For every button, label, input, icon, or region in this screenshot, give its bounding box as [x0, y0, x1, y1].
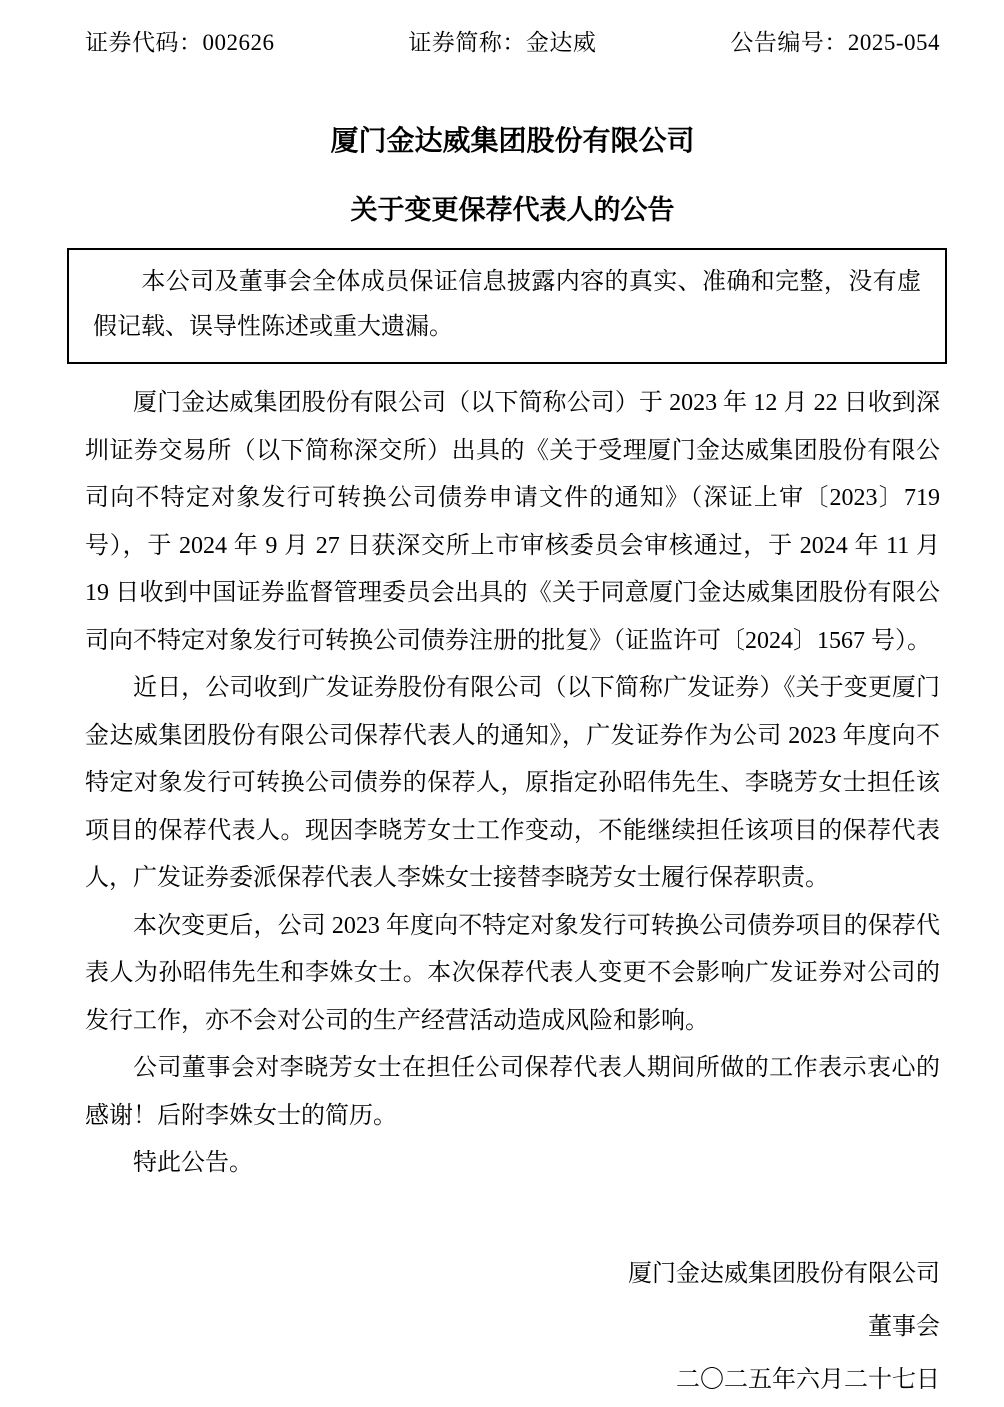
title-block [85, 126, 940, 225]
paragraph-representative-change-notice: 近日，公司收到广发证券股份有限公司（以下简称广发证券）《关于变更厦门金达威集团股份有限公司保荐代表人的通知》，广发证券作为公司 2023 年度向不特定对象发行可转换公司债券的保荐人，原指定孙昭伟先生、李晓芳女士担任该项目的保荐代表人。现因李晓芳女士工作变动，不能继续担任该项目的保荐代表人，广发证券委派保荐代表人李姝女士接替李晓芳女士履行保荐职责。 [85, 675, 940, 891]
signature-company: 厦门金达威集团股份有限公司 [628, 1260, 940, 1287]
disclaimer-text: 本公司及董事会全体成员保证信息披露内容的真实、准确和完整，没有虚假记载、误导性陈述或重大遗漏。 [93, 269, 921, 340]
stock-code-label: 证券代码： [85, 30, 203, 55]
paragraph-closing: 特此公告。 [133, 1150, 253, 1176]
announcement-number [730, 28, 940, 58]
paragraph-after-change: 本次变更后，公司 2023 年度向不特定对象发行可转换公司债券项目的保荐代表人为孙昭伟先生和李姝女士。本次保荐代表人变更不会影响广发证券对公司的发行工作，亦不会对公司的生产经营活动造成风险和影响。 [85, 912, 940, 1034]
document-body [85, 380, 940, 1188]
stock-code-value: 002626 [202, 30, 275, 55]
paragraph-acceptance-and-approval: 厦门金达威集团股份有限公司（以下简称公司）于 2023 年 12 月 22 日收到深圳证券交易所（以下简称深交所）出具的《关于受理厦门金达威集团股份有限公司向不特定对象发行可转换公司债券申请文件的通知》（深证上审〔2023〕719 号），于 2024 年 9 月 27 日获深交所上市审核委员会审核通过，于 2024 年 11 月 19 日收到中国证券监督管理委员会出具的《关于同意厦门金达威集团股份有限公司向不特定对象发行可转换公司债券注册的批复》（证监许可〔2024〕1567 号）。 [85, 390, 940, 654]
stock-name-value: 金达威 [525, 30, 597, 55]
stock-code [85, 28, 275, 58]
signature-board: 董事会 [868, 1313, 940, 1340]
announcement-number-label: 公告编号： [730, 30, 848, 55]
stock-name [408, 28, 596, 58]
document-header [85, 28, 940, 58]
company-title: 厦门金达威集团股份有限公司 [330, 126, 695, 157]
announcement-title: 关于变更保荐代表人的公告 [350, 195, 675, 225]
announcement-number-value: 2025-054 [847, 30, 940, 55]
signature-block [85, 1248, 940, 1407]
signature-date: 二〇二五年六月二十七日 [676, 1366, 940, 1393]
disclaimer-box [67, 248, 947, 364]
stock-name-label: 证券简称： [408, 30, 526, 55]
paragraph-thanks: 公司董事会对李晓芳女士在担任公司保荐代表人期间所做的工作表示衷心的感谢！后附李姝女士的简历。 [85, 1055, 940, 1129]
